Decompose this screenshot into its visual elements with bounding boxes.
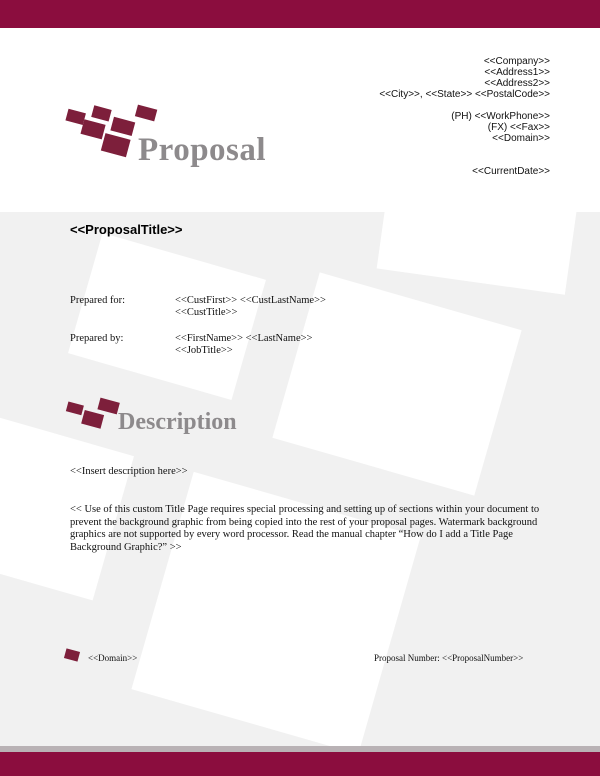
customer-name-field: <<CustFirst>> <<CustLastName>> bbox=[175, 295, 326, 306]
top-brand-bar bbox=[0, 0, 600, 28]
customer-title-field: <<CustTitle>> bbox=[175, 307, 238, 318]
footer-logo-icon bbox=[63, 648, 81, 662]
description-body: << Use of this custom Title Page requires special processing and setting up of sections within your document to prevent the background graphic from being copied into the rest of your proposal pages. Watermark background graphics are not supported by every word processor. Read the manual chapter “How do I add a Title Page Background Graphic?” >> bbox=[70, 504, 540, 553]
author-name-field: <<FirstName>> <<LastName>> bbox=[175, 333, 313, 344]
fax-field: (FX) <<Fax>> bbox=[487, 122, 550, 133]
description-heading: Description bbox=[118, 409, 237, 435]
prepared-by-label: Prepared by: bbox=[70, 333, 124, 344]
domain-field: <<Domain>> bbox=[492, 133, 550, 144]
proposal-number-field: Proposal Number: <<ProposalNumber>> bbox=[374, 653, 524, 663]
work-phone-field: (PH) <<WorkPhone>> bbox=[451, 111, 550, 122]
background-tile bbox=[377, 212, 578, 295]
company-field: <<Company>> bbox=[483, 56, 550, 67]
proposal-title: <<ProposalTitle>> bbox=[70, 222, 183, 237]
description-logo-icon bbox=[62, 394, 122, 434]
current-date-field: <<CurrentDate>> bbox=[472, 166, 550, 177]
address1-field: <<Address1>> bbox=[484, 67, 550, 78]
author-title-field: <<JobTitle>> bbox=[175, 345, 233, 356]
background-graphic bbox=[0, 212, 600, 746]
prepared-for-label: Prepared for: bbox=[70, 295, 126, 306]
footer-domain-field: <<Domain>> bbox=[88, 653, 138, 663]
description-placeholder: <<Insert description here>> bbox=[70, 466, 188, 477]
city-state-postal-field: <<City>>, <<State>> <<PostalCode>> bbox=[379, 89, 550, 100]
bottom-brand-bar bbox=[0, 752, 600, 776]
logo-wordmark: Proposal bbox=[138, 132, 267, 168]
address2-field: <<Address2>> bbox=[484, 78, 550, 89]
